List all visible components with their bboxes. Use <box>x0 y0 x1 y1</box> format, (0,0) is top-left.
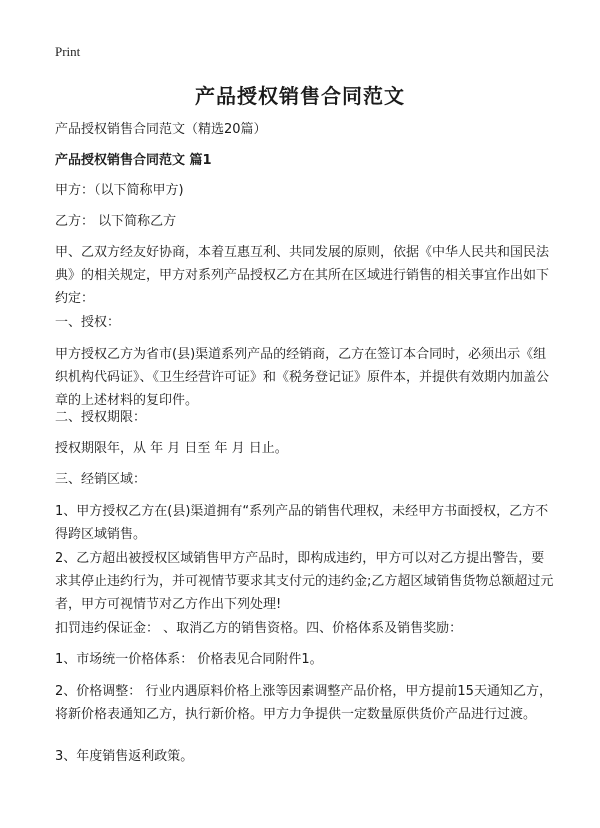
clause-heading-term: 二、授权期限： <box>55 410 147 425</box>
authorization-paragraph: 甲方授权乙方为省市(县)渠道系列产品的经销商，乙方在签订本合同时，必须出示《组织机构代码证》、《卫生经营许可证》和《税务登记证》原件本，并提供有效期内加盖公章的上述材料的复印件。 <box>55 347 550 408</box>
clause-heading-authorization: 一、授权： <box>55 315 121 330</box>
party-a-line: 甲方：（以下简称甲方) <box>55 183 184 198</box>
clause-heading-region: 三、经销区域： <box>55 472 147 487</box>
document-subtitle: 产品授权销售合同范文（精选20篇） <box>55 122 267 137</box>
party-b-line: 乙方： 以下简称乙方 <box>55 214 177 229</box>
price-item-3: 3、年度销售返利政策。 <box>55 749 194 764</box>
term-paragraph: 授权期限年，从 年 月 日至 年 月 日止。 <box>55 441 288 456</box>
document-title: 产品授权销售合同范文 <box>195 84 405 108</box>
preamble-paragraph: 甲、乙双方经友好协商，本着互惠互利、共同发展的原则，依据《中华人民共和国民法典》的相关规定，甲方对系列产品授权乙方在其所在区域进行销售的相关事宜作出如下约定： <box>55 245 550 306</box>
penalty-paragraph: 扣罚违约保证金： 、取消乙方的销售资格。四、价格体系及销售奖励： <box>55 621 463 636</box>
print-label: Print <box>55 44 81 59</box>
region-item-1: 1、甲方授权乙方在(县)渠道拥有“系列产品的销售代理权，未经甲方书面授权，乙方不得跨区域销售。 <box>55 504 549 542</box>
price-item-1: 1、市场统一价格体系： 价格表见合同附件1。 <box>55 652 323 667</box>
section-heading: 产品授权销售合同范文 篇1 <box>55 153 212 168</box>
region-item-2: 2、乙方超出被授权区域销售甲方产品时，即构成违约，甲方可以对乙方提出警告，要求其停止违约行为，并可视情节要求其支付元的违约金;乙方超区域销售货物总额超过元者，甲方可视情节对乙方作出下列处理! <box>55 551 554 612</box>
price-item-2: 2、价格调整： 行业内遇原料价格上涨等因素调整产品价格，甲方提前15天通知乙方，将新价格表通知乙方，执行新价格。甲方力争提供一定数量原供货价产品进行过渡。 <box>55 684 552 722</box>
